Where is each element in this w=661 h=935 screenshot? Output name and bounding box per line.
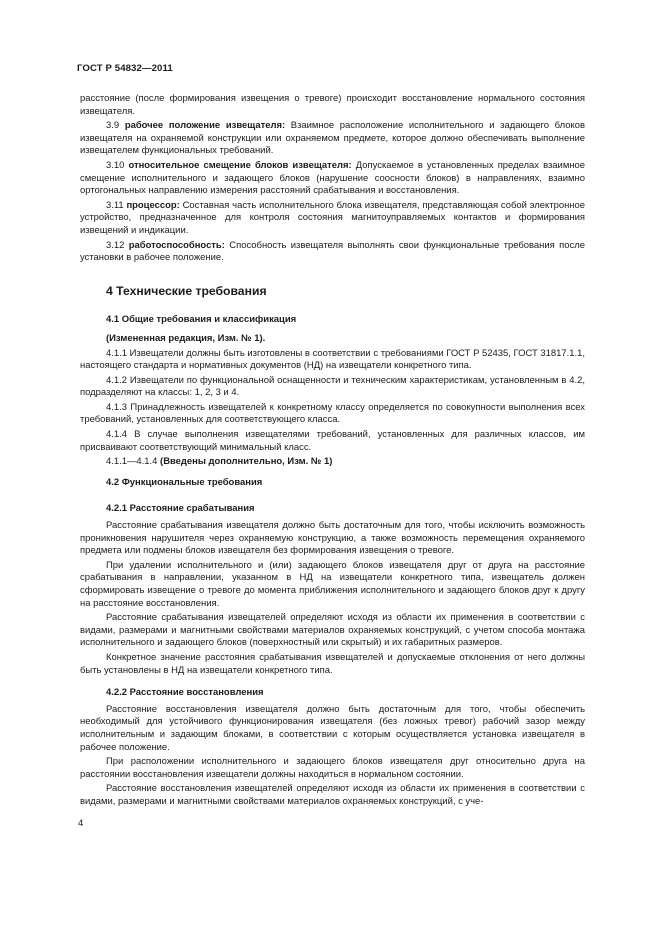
paragraph-4-2-2-a: Расстояние восстановления извещателя должно быть достаточным для того, чтобы обеспечить необходимый для устойчивого функционирования извещателя (без ложных тревог) рабочий зазор между исполнительным и задающим блоками, в соответствии с которым осуществляется установка извещателя в рабочее положение.: [80, 703, 585, 753]
definition-3-10: [80, 160, 585, 198]
paragraph-4-1-4: 4.1.4 В случае выполнения извещателями требований, установленных для различных классов, им присваивают соответствующий минимальный класс.: [80, 429, 585, 453]
range-label: 4.1.1—4.1.4: [106, 456, 158, 468]
section-4-heading: 4 Технические требования: [106, 283, 267, 298]
paragraph-4-1-range-note: [80, 456, 585, 469]
definition-term: процессор:: [126, 199, 180, 211]
paragraph-4-2-2-c: Расстояние восстановления извещателей определяют исходя из области их применения в соответствии с видами, размерами и магнитными свойствами материалов охраняемых конструкций, с уче-: [80, 783, 585, 807]
definition-3-12: [80, 240, 585, 265]
definition-term: относительное смещение блоков извещателя:: [128, 159, 352, 171]
page-content: [80, 93, 585, 811]
definition-number: 3.12: [106, 239, 125, 251]
paragraph-4-1-2: 4.1.2 Извещатели по функциональной оснащенности и техническим характеристикам, установленным в 4.2, подразделяют на классы: 1, 2, 3 и 4.: [80, 374, 585, 399]
section-4-2-2-heading: 4.2.2 Расстояние восстановления: [106, 687, 264, 699]
paragraph-4-1-3: 4.1.3 Принадлежность извещателей к конкретному классу определяется по совокупности выполнения всех требований, установленных для соответствующего класса.: [80, 401, 585, 426]
paragraph-4-2-1-c: Расстояние срабатывания извещателей определяют исходя из области их применения в соответствии с видами, размерами и магнитными свойствами материалов охраняемых конструкций, с учетом способа монтажа исполнительного и задающего блоков (поверхностный или скрытый) и их габаритных размеров.: [80, 612, 585, 649]
paragraph-4-1-1: 4.1.1 Извещатели должны быть изготовлены в соответствии с требованиями ГОСТ Р 52435, ГОСТ 31817.1.1, настоящего стандарта и нормативных документов (НД) на извещатели конкретного типа.: [80, 347, 585, 372]
definition-term: работоспособность:: [128, 239, 225, 251]
amendment-note: (Введены дополнительно, Изм. № 1): [160, 456, 333, 468]
paragraph-4-2-1-b: При удалении исполнительного и (или) задающего блоков извещателя друг от друга на расстояние срабатывания в направлении, указанном в НД на извещатели конкретного типа, извещатель должен сформировать извещение о тревоге до момента приближения исполнительного и задающего блоков друг к другу на расстояние восстановления.: [80, 559, 585, 609]
section-4-2-1-heading: 4.2.1 Расстояние срабатывания: [106, 503, 255, 515]
definition-3-9: [80, 120, 585, 158]
definition-term: рабочее положение извещателя:: [124, 120, 286, 132]
paragraph-4-2-2-b: При расположении исполнительного и задающего блоков извещателя друг относительно друга на расстоянии восстановления извещатели должны находиться в нормальном состоянии.: [80, 756, 585, 780]
paragraph-4-2-1-d: Конкретное значение расстояния срабатывания извещателей и допускаемые отклонения от него должны быть установлены в НД на извещатели конкретного типа.: [80, 651, 585, 676]
paragraph-4-2-1-a: Расстояние срабатывания извещателя должно быть достаточным для того, чтобы исключить возможность проникновения нарушителя через охраняемую конструкцию, а также возможность перемещения охраняемого предмета или подмены блоков извещателя без формирования извещения о тревоге.: [80, 520, 585, 557]
section-4-1-heading: 4.1 Общие требования и классификация: [106, 314, 297, 326]
definition-number: 3.9: [106, 120, 120, 132]
definition-text: Способность извещателя выполнять свои функциональные требования после установки в рабочее положение.: [80, 239, 585, 264]
definition-3-11: [80, 200, 585, 238]
page-number: 4: [78, 818, 84, 829]
continued-paragraph: расстояние (после формирования извещения о тревоге) происходит восстановление нормального состояния извещателя.: [80, 93, 585, 117]
amendment-note: (Измененная редакция, Изм. № 1).: [106, 332, 266, 344]
definition-number: 3.10: [106, 159, 125, 171]
definition-text: Допускаемое в установленных пределах взаимное смещение исполнительного и задающего блоков (нарушение соосности блоков) в направлениях, взаимно ортогональных направлению измерения расстояний срабатывания и восстановления.: [80, 159, 586, 197]
definition-text: Взаимное расположение исполнительного и задающего блоков извещателя на охраняемой конструкции или охраняемом предмете, которое должно обеспечивать выполнение извещателем функциональных требований.: [80, 120, 585, 157]
document-header: ГОСТ Р 54832—2011: [77, 63, 173, 74]
definition-text: Составная часть исполнительного блока извещателя, представляющая собой электронное устройство, предназначенное для контроля состояния магнитоуправляемых контактов и формирования извещений и индикации.: [80, 199, 586, 236]
definition-number: 3.11: [106, 199, 124, 211]
section-4-2-heading: 4.2 Функциональные требования: [106, 476, 263, 488]
